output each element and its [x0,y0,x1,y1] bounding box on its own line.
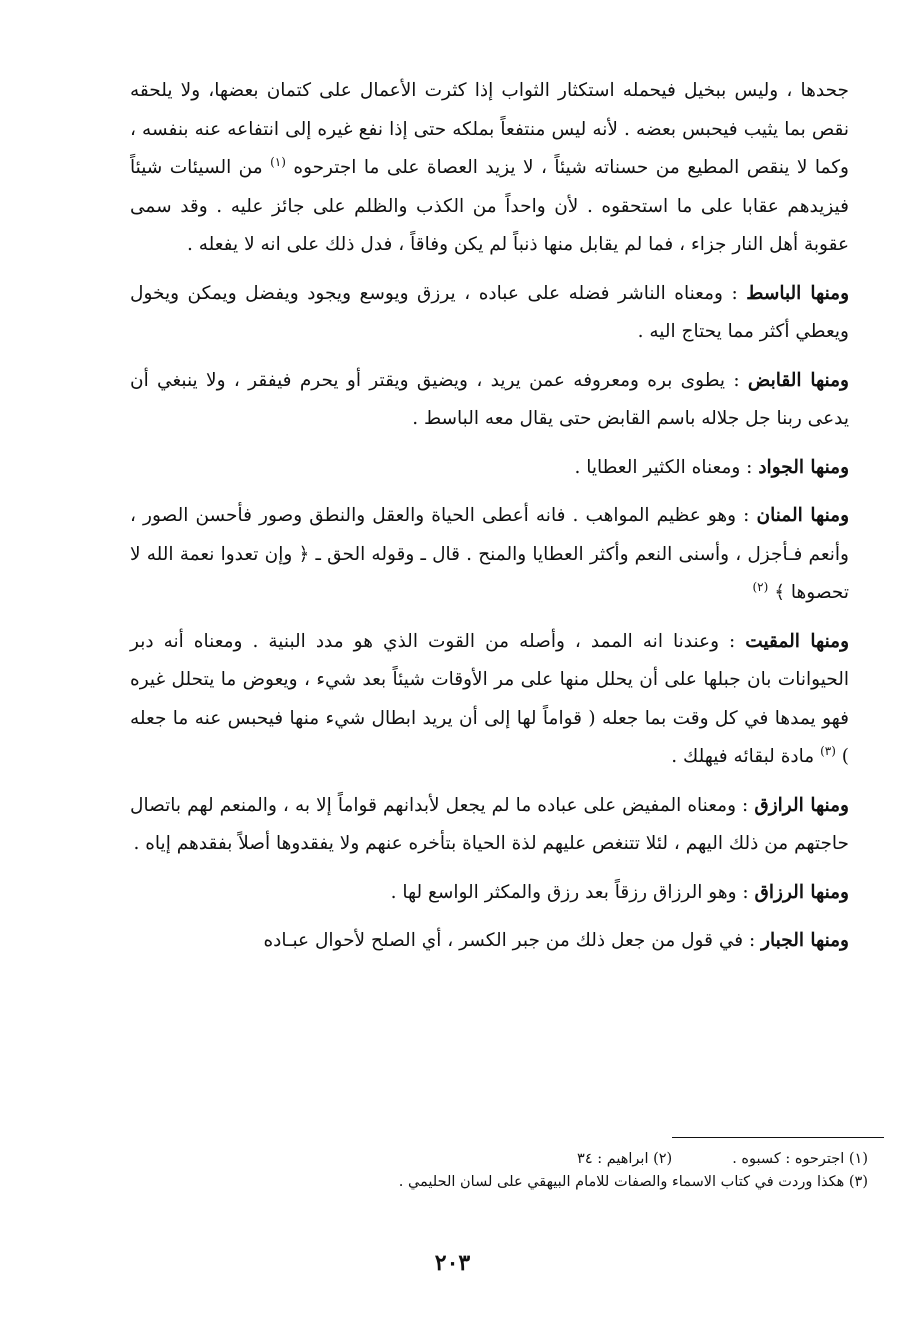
paragraph-text-continued: من السيئات شيئاً فيزيدهم عقابا على ما استحقوه . لأن واحداً من الكذب والظلم على جائز عليه . وقد سمى عقوبة أهل النار جزاء ، فما لم يقابل منها ذنباً لم يكن وفاقاً ، فدل ذلك على انه لا يفعله . [130,157,849,255]
paragraph-al-jabbar [130,922,849,961]
paragraph-text: : يطوى بره ومعروفه عمن يريد ، ويضيق ويقتر أو يحرم فيفقر ، ولا ينبغي أن يدعى ربنا جل جلاله باسم القابض حتى يقال معه الباسط . [130,369,849,429]
paragraph-text-continued: مادة لبقائه فيهلك . [671,746,815,767]
paragraph-text: : في قول من جعل ذلك من جبر الكسر ، أي الصلح لأحوال عبـاده [263,930,756,951]
term-heading: ومنها الجواد [758,456,849,478]
footnote-ref-1: (١) [270,154,286,169]
paragraph-text: : وعندنا انه الممد ، وأصله من القوت الذي هو مدد البنية . ومعناه أنه دبر الحيوانات بان جبلها على أن يحلل منها على مر الأوقات شيئاً بعد شيء ، ويعوض ما يتحلل غيره فهو يمدها في كل وقت بما جعله ( قواماً لها إلى أن يريد ابطال شيء منها فيحبس عنه ما جعله ) [130,630,849,767]
paragraph-al-muqit [130,623,849,777]
paragraph-ar-razzaq [130,874,849,913]
term-heading: ومنها الجبار [761,930,849,951]
term-heading: ومنها الباسط [746,282,850,304]
footnote-row [150,1148,868,1171]
footnote-3: (٣) هكذا وردت في كتاب الاسماء والصفات للامام البيهقي على لسان الحليمي . [398,1174,868,1190]
paragraph-al-qabid [130,362,849,439]
footnote-2: (٢) ابراهيم : ٣٤ [577,1151,673,1167]
page-number: ٢٠٣ [434,1250,471,1276]
paragraph-text: : ومعناه المفيض على عباده ما لم يجعل لأبدانهم قواماً إلا به ، والمنعم لهم باتصال حاجتهم من ذلك اليهم ، لئلا تتنغص عليهم لذة الحياة بتأخره عنهم ولا يفقدوها أصلاً بفقدهم إياه . [130,794,849,854]
term-heading: ومنها المنان [756,505,850,526]
paragraph-text: : ومعناه الناشر فضله على عباده ، يرزق ويوسع ويجود ويفضل ويمكن ويخول ويعطي أكثر مما يحتاج اليه . [130,282,849,342]
footnote-1: (١) اجترحوه : كسبوه . [732,1151,868,1167]
footnote-divider [672,1137,884,1138]
body-text [130,72,849,961]
paragraph-text: جحدها ، وليس ببخيل فيحمله استكثار الثواب إذا كثرت الأعمال على كتمان بعضها، ولا يلحقه نقص بما يثيب فيحبس بعضه . لأنه ليس منتفعاً بملكه حتى إذا نفع غيره إلى انتفاعه عنه بنفسه ، وكما لا ينقص المطيع من حسناته شيئاً ، لا يزيد العصاة على ما اجترحوه [130,80,849,178]
footnote-ref-2: (٢) [752,579,769,594]
term-heading: ومنها الرازق [754,794,849,816]
paragraph-text: : ومعناه الكثير العطايا . [574,456,753,478]
footnote-ref-3: (٣) [820,743,836,758]
footnotes [150,1148,868,1194]
paragraph-al-mannan [130,497,849,613]
term-heading: ومنها المقيت [745,630,850,652]
paragraph-al-jawad [130,449,849,488]
paragraph-text: : وهو عظيم المواهب . فانه أعطى الحياة والعقل والنطق وصور فأحسن الصور ، وأنعم فـأجزل ، وأسنى النعم وأكثر العطايا والمنح . قال ـ وقوله الحق ـ ﴿ وإن تعدوا نعمة الله لا تحصوها ﴾ [130,505,849,603]
paragraph-al-basit [130,275,849,352]
paragraph-ar-raziq [130,787,849,864]
term-heading: ومنها الرزاق [754,881,849,903]
term-heading: ومنها القابض [747,369,849,391]
paragraph-intro [130,72,849,265]
paragraph-text: : وهو الرزاق رزقاً بعد رزق والمكثر الواسع لها . [390,881,749,903]
